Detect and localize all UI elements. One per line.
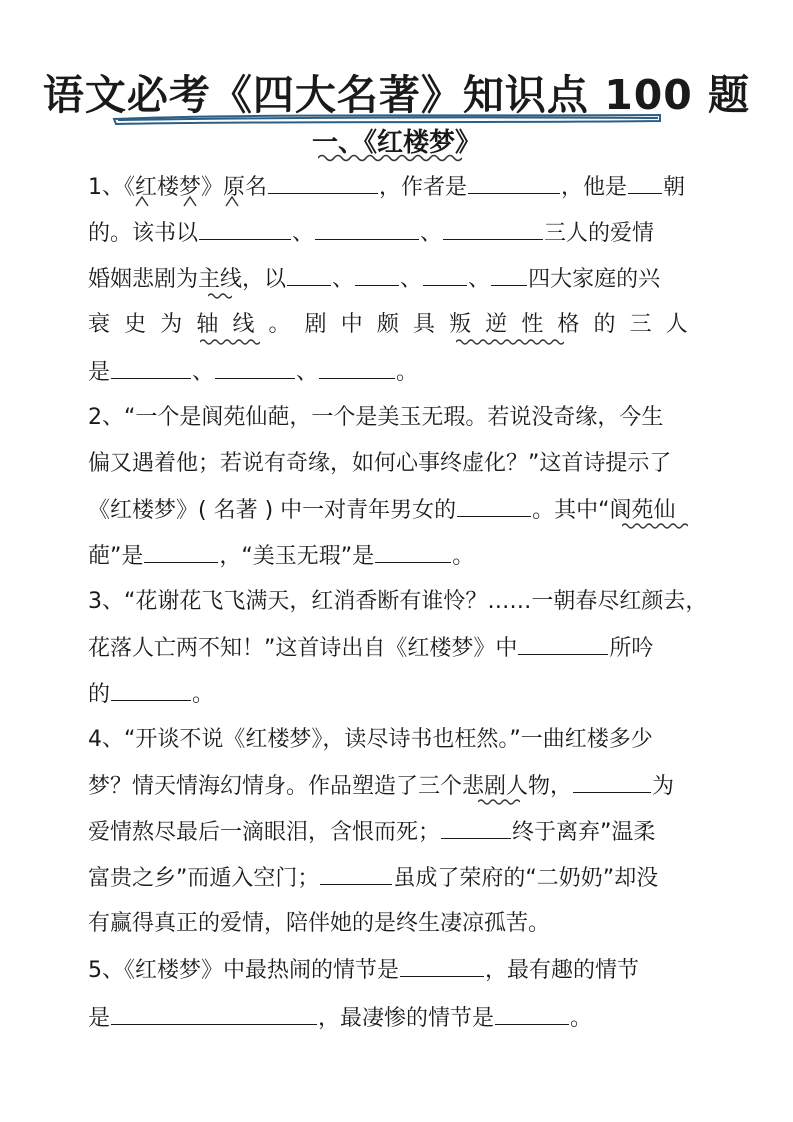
q1-blank-rebel-2[interactable] (215, 356, 295, 379)
wavy-underline-beiju (478, 798, 520, 806)
q5-blank-saddest-plot[interactable] (495, 1002, 569, 1025)
q1-blank-rebel-3[interactable] (319, 356, 395, 379)
wavy-underline-panni (456, 338, 564, 346)
q1-blank-person-1[interactable] (199, 217, 291, 240)
q5-line-2: 是 ，最凄惨的情节是 。 (88, 1002, 592, 1036)
section-wavy-underline (318, 153, 462, 163)
q1-line-3: 婚姻悲剧为主线，以 、 、 、 四大家庭的兴 (88, 263, 660, 297)
q4-blank-character-3[interactable] (320, 862, 392, 885)
q1-blank-family-3[interactable] (423, 263, 467, 286)
q2-line-4: 葩”是 ，“美玉无瑕”是 。 (88, 540, 474, 574)
wavy-underline-langyuan (622, 522, 688, 530)
q1-blank-author[interactable] (468, 171, 560, 194)
q1-line-5: 是 、 、 。 (88, 356, 418, 390)
q4-line-4: 富贵之乡”而遁入空门； 虽成了荣府的“二奶奶”却没 (88, 862, 658, 896)
q3-line-3: 的 。 (88, 678, 214, 712)
q4-line-2: 梦？情天情海幻情身。作品塑造了三个悲剧人物， 为 (88, 770, 674, 804)
q1-blank-rebel-1[interactable] (111, 356, 191, 379)
q5-blank-liveliest-plot[interactable] (400, 954, 484, 977)
q3-blank-poem-name[interactable] (111, 678, 191, 701)
q1-blank-family-4[interactable] (491, 263, 527, 286)
q2-blank-meiyu[interactable] (375, 540, 451, 563)
q1-line-2: 的。该书以 、 、 三人的爱情 (88, 217, 654, 251)
q2-line-1: 2、“一个是阆苑仙葩，一个是美玉无瑕。若说没奇缘，今生 (88, 405, 664, 430)
q1-blank-family-2[interactable] (355, 263, 399, 286)
q3-blank-poet[interactable] (518, 632, 608, 655)
q2-line-2: 偏又遇着他；若说有奇缘，如何心事终虚化？”这首诗提示了 (88, 451, 672, 476)
q3-line-2: 花落人亡两不知！”这首诗出自《红楼梦》中 所吟 (88, 632, 653, 666)
q4-line-5: 有赢得真正的爱情，陪伴她的是终生凄凉孤苦。 (88, 911, 551, 936)
section-title: 一、《红楼梦》 (311, 128, 481, 158)
q1-blank-family-1[interactable] (287, 263, 331, 286)
q3-line-1: 3、“花谢花飞飞满天，红消香断有谁怜？……一朝春尽红颜去， (88, 589, 708, 614)
q1-blank-person-2[interactable] (315, 217, 419, 240)
q1-line-4: 衰 史 为 轴 线 。 剧 中 颇 具 叛 逆 性 格 的 三 人 (88, 312, 688, 337)
q2-blank-langyuan[interactable] (144, 540, 218, 563)
caret-annotations (132, 194, 242, 208)
q4-blank-character-1[interactable] (573, 770, 651, 793)
q1-line-1: 1、《红楼梦》原名 ，作者是 ，他是 朝 (88, 171, 685, 205)
page-title: 语文必考《四大名著》知识点 100 题 (42, 71, 751, 119)
q5-blank-funniest-plot[interactable] (111, 1002, 317, 1025)
wavy-underline-zhouxian (200, 338, 260, 346)
q1-blank-dynasty[interactable] (628, 171, 662, 194)
q2-blank-relationship[interactable] (457, 494, 531, 517)
wavy-underline-zhuxian (208, 292, 232, 300)
q2-line-3: 《红楼梦》( 名著 ) 中一对青年男女的 。其中“阆苑仙 (88, 494, 676, 528)
q4-blank-character-2[interactable] (441, 816, 511, 839)
q1-blank-original-name[interactable] (268, 171, 378, 194)
q5-line-1: 5、《红楼梦》中最热闹的情节是 ，最有趣的情节 (88, 954, 639, 988)
q4-line-1: 4、“开谈不说《红楼梦》，读尽诗书也枉然。”一曲红楼多少 (88, 727, 653, 752)
q1-blank-person-3[interactable] (443, 217, 543, 240)
q4-line-3: 爱情熬尽最后一滴眼泪，含恨而死； 终于离弃”温柔 (88, 816, 655, 850)
